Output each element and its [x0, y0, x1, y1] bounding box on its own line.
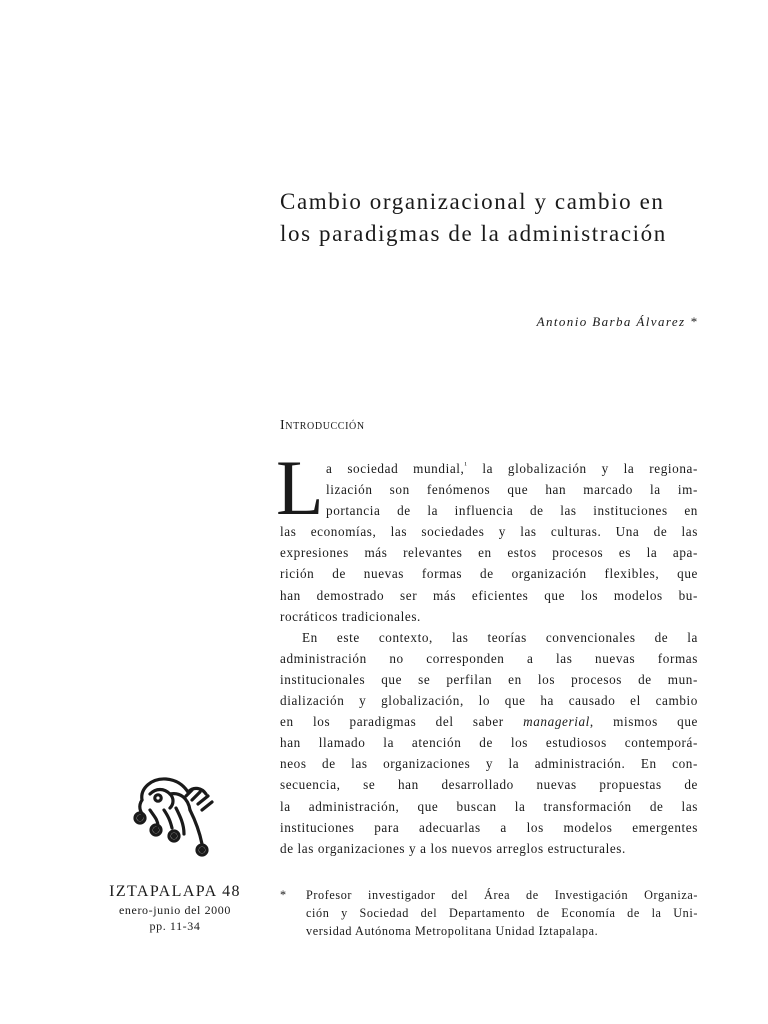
body-line: dialización y globalización, lo que ha causado el cambio	[280, 693, 698, 709]
article-title	[280, 186, 720, 250]
footnote-mark: *	[280, 888, 287, 902]
first-paragraph-opening	[276, 444, 698, 531]
body-line: administración no corresponden a las nuevas formas	[280, 650, 698, 666]
italic-term: managerial	[523, 714, 590, 730]
body-line: secuencia, se han desarrollado nuevas propuestas de	[280, 777, 698, 793]
body-line: instituciones para adecuarlas a los modelos emergentes	[280, 819, 698, 835]
author-name: Antonio Barba Álvarez *	[536, 314, 698, 329]
body-line: rocráticos tradicionales.	[280, 608, 421, 624]
body-line: institucionales que se perfilan en los procesos de mun-	[280, 671, 698, 687]
body-line: rición de nuevas formas de organización flexibles, que	[280, 566, 698, 582]
body-line: de las organizaciones y a los nuevos arreglos estructurales.	[280, 840, 626, 856]
title-line-1: Cambio organizacional y cambio en	[280, 189, 665, 214]
title-line-2: los paradigmas de la administración	[280, 221, 667, 246]
footnote-ref: ¹	[464, 460, 468, 470]
body-line: lización son fenómenos que han marcado la im-	[326, 482, 698, 498]
body-line: a sociedad mundial,$^{^1}$ la globalización y la regiona-	[326, 460, 698, 476]
body-line: las economías, las sociedades y las culturas. Una de las	[280, 524, 698, 540]
body-line: portancia de la influencia de las instituciones en	[326, 503, 698, 519]
journal-info	[100, 882, 250, 934]
body-line: expresiones más relevantes en estos procesos es la apa-	[280, 545, 698, 561]
journal-pages: pp. 11-34	[149, 919, 201, 933]
footnote-line: ción y Sociedad del Departamento de Economía de la Uni-	[306, 906, 698, 920]
body-line: neos de las organizaciones y la administración. En con-	[280, 756, 698, 772]
footnote-line: Profesor investigador del Área de Investigación Organiza-	[306, 888, 698, 902]
footnote-line: versidad Autónoma Metropolitana Unidad Iztapalapa.	[306, 924, 599, 938]
drop-cap: L	[276, 444, 324, 531]
body-line: han demostrado ser más eficientes que los modelos bu-	[280, 587, 698, 603]
author-footnote	[280, 886, 698, 940]
body-line: En este contexto, las teorías convencionales de la	[302, 629, 698, 645]
section-heading: Introducción	[280, 418, 365, 433]
journal-name: IZTAPALAPA 48	[109, 883, 241, 900]
body-line: en los paradigmas del saber managerial, mismos que	[280, 714, 698, 730]
journal-date: enero-junio del 2000	[119, 903, 231, 917]
body-line: la administración, que buscan la transformación de las	[280, 798, 698, 814]
journal-logo-icon	[128, 770, 220, 862]
body-text	[276, 444, 698, 859]
body-line: han llamado la atención de los estudiosos contemporá-	[280, 735, 698, 751]
